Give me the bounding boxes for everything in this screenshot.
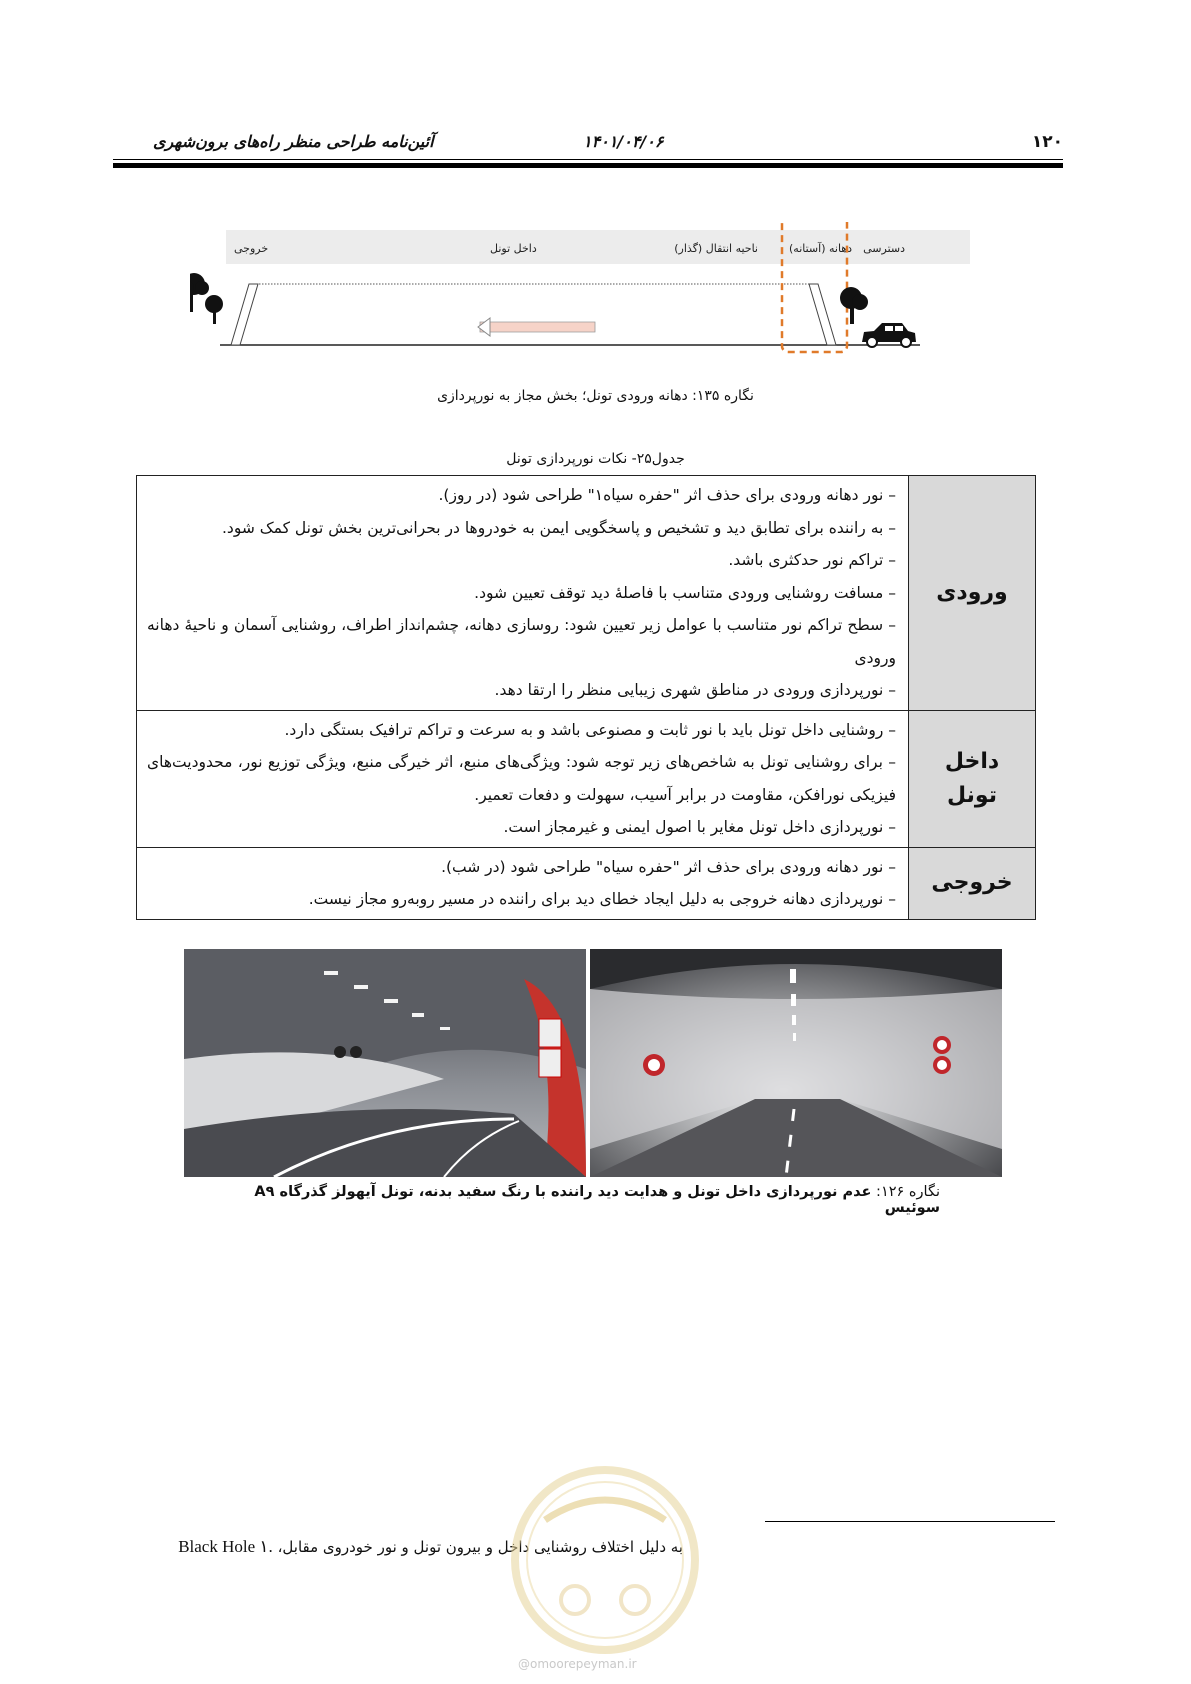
list-item: – نور دهانه ورودی برای حذف اثر "حفره سیاه" طراحی شود (در شب). — [441, 857, 896, 876]
list-item: – نور دهانه ورودی برای حذف اثر "حفره سیاه۱" طراحی شود (در روز). — [438, 486, 896, 504]
car-icon — [862, 323, 916, 347]
entrance-portal — [809, 284, 836, 345]
publisher-seal-watermark — [505, 1460, 705, 1660]
tree-icon-right — [840, 287, 868, 324]
figure-126-text: عدم نورپردازی داخل تونل و هدایت دید راننده با رنگ سفید بدنه، تونل آیهولز گذرگاه A۹ سوئیس — [254, 1184, 940, 1216]
watermark-url: @omoorepeyman.ir — [518, 1657, 637, 1671]
interior-items — [137, 710, 909, 847]
tunnel-photo-right — [590, 949, 1002, 1177]
tunnel-profile-svg — [190, 222, 1000, 387]
zone-interior: داخل تونل — [490, 242, 537, 255]
zone-access: دسترسی — [863, 242, 905, 255]
category-interior — [909, 710, 1036, 847]
book-title: آئین‌نامه طراحی منظر راه‌های برون‌شهری — [153, 132, 434, 151]
figure-135-caption: نگاره ۱۳۵: دهانه ورودی تونل؛ بخش مجاز به نورپردازی — [437, 388, 754, 404]
footnote-text: به دلیل اختلاف روشنایی داخل و بیرون تونل و نور خودروی مقابل، — [272, 1538, 683, 1556]
list-item: – نورپردازی ورودی در مناطق شهری زیبایی منظر را ارتقا دهد. — [494, 681, 896, 699]
category-entrance: ورودی — [909, 476, 1036, 711]
entrance-items — [137, 476, 909, 711]
category-interior-line2: تونل — [947, 782, 997, 808]
zone-transition: ناحیه انتقال (گذار) — [674, 242, 758, 255]
list-item: – مسافت روشنایی ورودی متناسب با فاصلهٔ دید توقف تعیین شود. — [474, 583, 896, 602]
header-rule-thin — [113, 159, 1063, 160]
header-rule-thick — [113, 163, 1063, 168]
footnote-rule — [765, 1521, 1055, 1522]
zone-threshold: دهانه (آستانه) — [789, 242, 852, 255]
footnote-term: Black Hole ۱. — [178, 1537, 273, 1556]
list-item: – برای روشنایی تونل به شاخص‌های زیر توجه شود: ویژگی‌های منبع، اثر خیرگی منبع، ویژگی توزیع نور، محدودیت‌های فیزیکی نورافکن، مقاومت در برابر آسیب، سهولت و دفعات تعمیر. — [147, 753, 896, 804]
tunnel-zone-diagram — [190, 222, 1000, 387]
table-25-caption: جدول۲۵- نکات نورپردازی تونل — [506, 451, 685, 467]
tree-icon-left — [190, 273, 223, 324]
tunnel-lighting-table — [136, 475, 1036, 920]
category-interior-line1: داخل — [944, 748, 1000, 774]
tunnel-photo-left — [184, 949, 586, 1177]
list-item: – نورپردازی داخل تونل مغایر با اصول ایمنی و غیرمجاز است. — [503, 818, 896, 836]
list-item: – سطح تراکم نور متناسب با عوامل زیر تعیین شود: روسازی دهانه، چشم‌انداز اطراف، روشنایی آسمان و ناحیهٔ دهانه ورودی — [147, 616, 896, 667]
page-number: ۱۲۰ — [1031, 132, 1063, 152]
page-header — [113, 128, 1063, 154]
category-exit: خروجی — [909, 847, 1036, 919]
list-item: – نورپردازی دهانه خروجی به دلیل ایجاد خطای دید برای راننده در مسیر روبه‌رو مجاز نیست. — [308, 890, 896, 908]
table-row-interior — [137, 710, 1036, 847]
header-date: ۱۴۰۱/۰۴/۰۶ — [583, 132, 664, 151]
list-item: – تراکم نور حدکثری باشد. — [728, 551, 896, 569]
exit-items — [137, 847, 909, 919]
exit-portal — [231, 284, 258, 345]
list-item: – روشنایی داخل تونل باید با نور ثابت و مصنوعی باشد و به سرعت و تراکم ترافیک بستگی دارد. — [284, 720, 896, 739]
figure-126-caption — [200, 1184, 940, 1216]
list-item: – به راننده برای تطابق دید و تشخیص و پاسخگویی ایمن به خودروها در بحرانی‌ترین بخش تونل کمک شود. — [222, 518, 896, 537]
figure-126-label: نگاره ۱۲۶: — [871, 1184, 940, 1200]
table-row-exit — [137, 847, 1036, 919]
table-row-entrance — [137, 476, 1036, 711]
zone-exit: خروجی — [234, 242, 269, 255]
direction-arrow-head — [478, 318, 490, 336]
direction-arrow-body — [480, 322, 595, 332]
